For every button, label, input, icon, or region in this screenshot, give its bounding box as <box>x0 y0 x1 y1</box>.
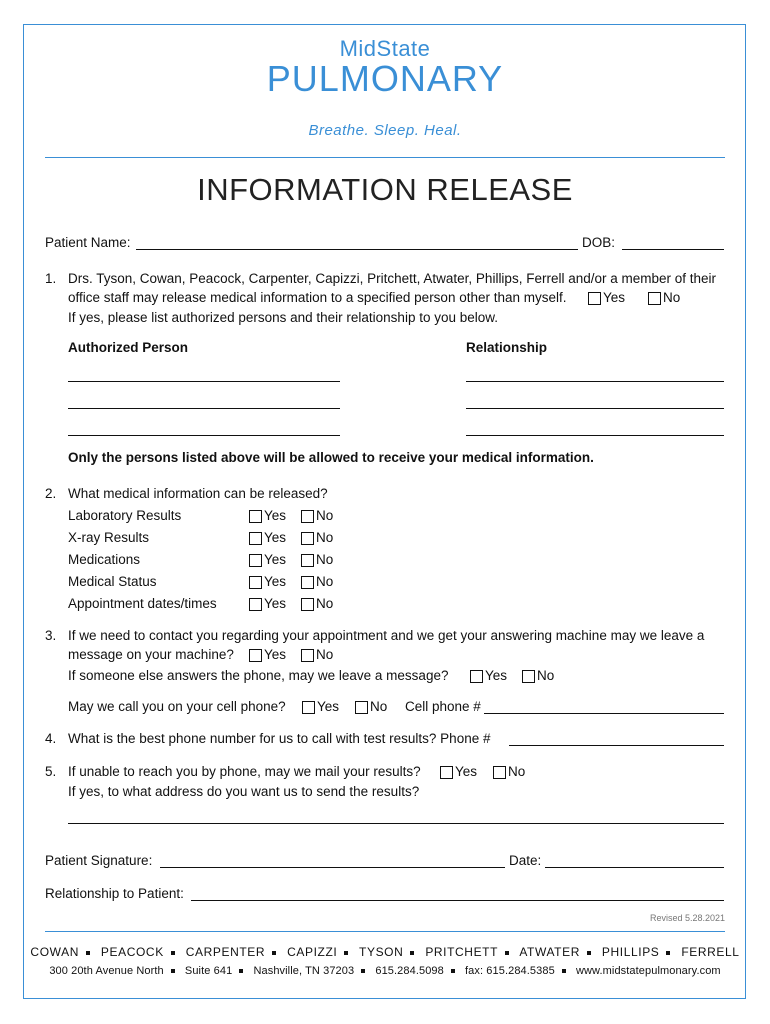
relationship-to-patient-field[interactable] <box>191 900 724 901</box>
q2-item-label: Medical Status <box>68 574 157 589</box>
doctor-name: TYSON <box>359 945 404 959</box>
date-label: Date: <box>509 853 542 868</box>
q3-number: 3. <box>45 628 57 643</box>
q1-line1: Drs. Tyson, Cowan, Peacock, Carpenter, Capizzi, Pritchett, Atwater, Phillips, Ferrell and/or a member of their <box>68 271 717 286</box>
q5-mail-yes: Yes <box>440 763 477 784</box>
q2-item-label: Medications <box>68 552 141 567</box>
q5-number: 5. <box>45 764 57 779</box>
q2-item-1-yes: Yes <box>249 529 286 550</box>
date-field[interactable] <box>545 867 724 868</box>
q3-machine-no: No <box>301 646 333 667</box>
q3-cell-yes: Yes <box>302 698 339 719</box>
checkbox[interactable] <box>249 554 262 567</box>
revised-date: Revised 5.28.2021 <box>650 913 726 923</box>
q2-item-3-no: No <box>301 573 333 594</box>
checkbox[interactable] <box>301 598 314 611</box>
q2-item-0-no: No <box>301 507 333 528</box>
checkbox[interactable] <box>249 649 262 662</box>
page-title: INFORMATION RELEASE <box>197 172 573 207</box>
q2-item-2-yes: Yes <box>249 551 286 572</box>
phone-number: 615.284.5098 <box>375 965 444 977</box>
signature-field[interactable] <box>160 867 505 868</box>
cell-phone-label: Cell phone # <box>405 699 481 714</box>
footer-doctors <box>0 945 770 959</box>
website-link[interactable]: www.midstatepulmonary.com <box>575 965 721 977</box>
bullet-icon <box>562 969 566 973</box>
footer-divider <box>45 931 725 932</box>
checkbox[interactable] <box>301 554 314 567</box>
bullet-icon <box>239 969 243 973</box>
relationship-label: Relationship to Patient: <box>45 886 184 901</box>
doctor-name: CARPENTER <box>185 945 266 959</box>
checkbox[interactable] <box>249 510 262 523</box>
q2-item-0-yes: Yes <box>249 507 286 528</box>
q2-item-4-yes: Yes <box>249 595 286 616</box>
checkbox[interactable] <box>301 510 314 523</box>
doctor-name: ATWATER <box>519 945 580 959</box>
relationship-field-2[interactable] <box>466 408 724 409</box>
q1-yes-option: Yes <box>588 289 625 310</box>
header-divider <box>45 157 725 158</box>
authorized-person-field-2[interactable] <box>68 408 340 409</box>
q3-cell-no: No <box>355 698 387 719</box>
dob-label: DOB: <box>582 235 616 250</box>
tagline: Breathe. Sleep. Heal. <box>308 122 462 139</box>
q3-line3: If someone else answers the phone, may we leave a message? <box>68 668 449 683</box>
q2-item-2-no: No <box>301 551 333 572</box>
checkbox[interactable] <box>301 532 314 545</box>
relationship-header: Relationship <box>466 340 548 355</box>
checkbox[interactable] <box>302 701 315 714</box>
doctor-name: COWAN <box>30 945 79 959</box>
relationship-field-1[interactable] <box>466 381 724 382</box>
checkbox[interactable] <box>440 766 453 779</box>
q2-question: What medical information can be released? <box>68 486 328 501</box>
relationship-field-3[interactable] <box>466 435 724 436</box>
checkbox[interactable] <box>249 576 262 589</box>
q1-number: 1. <box>45 271 57 286</box>
q5-mail-no: No <box>493 763 525 784</box>
doctor-name: FERRELL <box>681 945 740 959</box>
address-suite: Suite 641 <box>184 965 233 977</box>
doctor-name: PRITCHETT <box>425 945 499 959</box>
footer-address <box>0 965 770 977</box>
q2-item-label: X-ray Results <box>68 530 150 545</box>
fax-number: fax: 615.284.5385 <box>465 965 555 977</box>
logo-pulmonary: PULMONARY <box>266 58 504 99</box>
mail-address-field[interactable] <box>68 823 724 824</box>
q1-no-checkbox[interactable] <box>648 292 661 305</box>
checkbox[interactable] <box>470 670 483 683</box>
checkbox[interactable] <box>355 701 368 714</box>
q3-line4: May we call you on your cell phone? <box>68 699 286 714</box>
checkbox[interactable] <box>301 649 314 662</box>
q3-line1: If we need to contact you regarding your appointment and we get your answering machine may we leave a <box>68 628 705 643</box>
bullet-icon <box>505 951 509 955</box>
q5-line2: If yes, to what address do you want us to send the results? <box>68 784 420 799</box>
q4-number: 4. <box>45 731 57 746</box>
doctor-name: PHILLIPS <box>601 945 660 959</box>
address-street: 300 20th Avenue North <box>49 965 164 977</box>
q1-yes-checkbox[interactable] <box>588 292 601 305</box>
q2-item-1-no: No <box>301 529 333 550</box>
logo-midstate: MidState <box>339 36 431 61</box>
doctor-name: CAPIZZI <box>287 945 338 959</box>
authorized-person-field-3[interactable] <box>68 435 340 436</box>
q4-text: What is the best phone number for us to call with test results? Phone # <box>68 731 491 746</box>
patient-name-label: Patient Name: <box>45 235 131 250</box>
authorized-person-header: Authorized Person <box>68 340 189 355</box>
bullet-icon <box>666 951 670 955</box>
bullet-icon <box>361 969 365 973</box>
doctor-name: PEACOCK <box>100 945 164 959</box>
q2-item-3-yes: Yes <box>249 573 286 594</box>
q3-someone-yes: Yes <box>470 667 507 688</box>
q1-line2: office staff may release medical information to a specified person other than myself. <box>68 290 567 305</box>
patient-name-field[interactable] <box>136 249 578 250</box>
signature-label: Patient Signature: <box>45 853 153 868</box>
bullet-icon <box>451 969 455 973</box>
q3-line2: message on your machine? <box>68 647 234 662</box>
cell-phone-field[interactable] <box>484 713 724 714</box>
checkbox[interactable] <box>249 532 262 545</box>
q2-item-label: Laboratory Results <box>68 508 182 523</box>
dob-field[interactable] <box>622 249 724 250</box>
checkbox[interactable] <box>522 670 535 683</box>
authorized-note: Only the persons listed above will be allowed to receive your medical information. <box>68 450 594 465</box>
q3-machine-yes: Yes <box>249 646 286 667</box>
address-city: Nashville, TN 37203 <box>253 965 355 977</box>
best-phone-field[interactable] <box>509 745 724 746</box>
checkbox[interactable] <box>493 766 506 779</box>
q2-number: 2. <box>45 486 57 501</box>
bullet-icon <box>171 969 175 973</box>
bullet-icon <box>587 951 591 955</box>
q2-item-label: Appointment dates/times <box>68 596 217 611</box>
bullet-icon <box>171 951 175 955</box>
bullet-icon <box>410 951 414 955</box>
q5-line1: If unable to reach you by phone, may we mail your results? <box>68 764 421 779</box>
bullet-icon <box>86 951 90 955</box>
q1-no-option: No <box>648 289 680 310</box>
bullet-icon <box>272 951 276 955</box>
authorized-person-field-1[interactable] <box>68 381 340 382</box>
checkbox[interactable] <box>249 598 262 611</box>
q3-someone-no: No <box>522 667 554 688</box>
q1-line3: If yes, please list authorized persons and their relationship to you below. <box>68 310 499 325</box>
checkbox[interactable] <box>301 576 314 589</box>
bullet-icon <box>344 951 348 955</box>
q2-item-4-no: No <box>301 595 333 616</box>
